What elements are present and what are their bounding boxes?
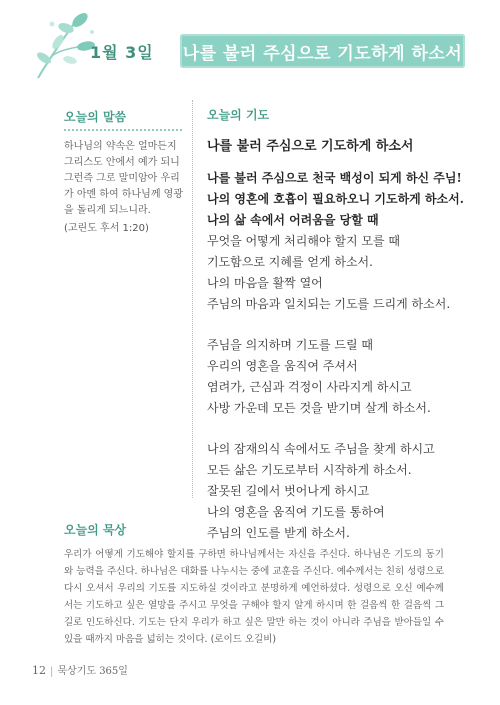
prayer-stanza [207,335,492,419]
scripture-reference: (고린도 후서 1:20) [64,223,149,234]
meditation-section [64,521,444,648]
prayer-line: 주님을 의지하며 기도를 드릴 때 [207,338,373,352]
column-divider [192,100,193,498]
prayer-section [207,106,492,564]
prayer-line: 모든 삶은 기도로부터 시작하게 하소서. [207,463,412,477]
prayer-line: 기도함으로 지혜를 얻게 하소서. [207,255,373,269]
prayer-line: 염려가, 근심과 걱정이 사라지게 하시고 [207,380,412,394]
prayer-line: 나를 불러 주심으로 천국 백성이 되게 하신 주님! [207,171,462,185]
prayer-line: 나의 잠재의식 속에서도 주님을 찾게 하시고 [207,442,435,456]
prayer-line: 나의 마음을 활짝 열어 [207,276,323,290]
prayer-line: 나의 영혼을 움직여 기도를 통하여 [207,505,385,519]
page-header [0,0,500,90]
page-title: 나를 불러 주심으로 기도하게 하소서 [182,43,463,64]
divider [64,129,182,131]
title-banner [180,34,465,68]
prayer-heading: 오늘의 기도 [207,108,270,122]
prayer-line: 무엇을 어떻게 처리해야 할지 모를 때 [207,234,400,248]
prayer-line: 주님의 인도를 받게 하소서. [207,526,350,540]
prayer-line: 주님의 마음과 일치되는 기도를 드리게 하소서. [207,297,451,311]
meditation-text: 우리가 어떻게 기도해야 할지를 구하면 하나님께서는 자신을 주신다. 하나님은 기도의 동기와 능력을 주신다. 하나님은 대화를 나누시는 중에 교훈을 주신다. 예수께서는 친히 성령으로 다시 오셔서 우리의 기도를 지도하실 것이라고 분명하게 예언하셨다. 성령으로 오신 예수께서는 기도하고 싶은 열망을 주시고 무엇을 구해야 할지 알게 하시며 한 걸음씩 한 걸음씩 그 길로 인도하신다. 기도는 단지 우리가 하고 싶은 말만 하는 것이 아니라 주님을 받아들일 수 있을 때까지 마음을 넓히는 것이다. (로이드 오길비) [64,549,444,645]
footer-separator: | [50,666,54,677]
page-footer [32,662,128,677]
date-label: 1월 3일 [90,43,154,62]
word-heading: 오늘의 말씀 [64,110,127,124]
prayer-line: 나의 삶 속에서 어려움을 당할 때 [207,213,379,227]
meditation-heading: 오늘의 묵상 [64,523,127,537]
prayer-line: 우리의 영혼을 움직여 주셔서 [207,359,358,373]
scripture-text: 하나님의 약속은 얼마든지 그리스도 안에서 예가 되니 그런즉 그로 말미암아 우리가 아멘 하여 하나님께 영광을 돌리게 되느니라. [64,141,183,216]
prayer-title: 나를 불러 주심으로 기도하게 하소서 [207,139,414,154]
prayer-line: 사방 가운데 모든 것을 받기며 살게 하소서. [207,401,431,415]
book-title: 묵상기도 365일 [57,666,128,677]
page-number: 12 [32,664,46,677]
prayer-line: 나의 영혼에 호흡이 필요하오니 기도하게 하소서. [207,192,464,206]
prayer-stanza [207,168,492,315]
prayer-line: 잘못된 길에서 벗어나게 하시고 [207,484,370,498]
word-section [64,108,186,234]
